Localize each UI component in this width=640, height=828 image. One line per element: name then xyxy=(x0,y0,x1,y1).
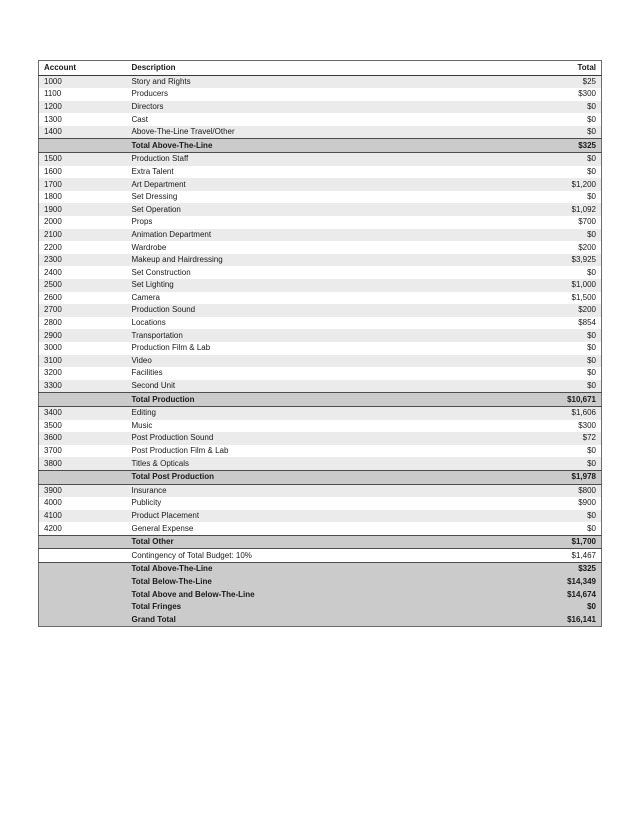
description-cell: Art Department xyxy=(131,179,186,189)
description-cell: Story and Rights xyxy=(131,76,191,86)
section-total-row xyxy=(39,535,602,549)
account-cell: 3900 xyxy=(44,485,62,495)
account-cell xyxy=(39,576,127,589)
table-row xyxy=(39,191,602,204)
total-cell: $25 xyxy=(582,76,596,86)
description-cell: Production Film & Lab xyxy=(131,343,211,353)
description-cell: Total Post Production xyxy=(131,472,215,482)
total-cell: $0 xyxy=(587,229,596,239)
description-cell: Second Unit xyxy=(131,381,176,391)
total-cell: $800 xyxy=(578,485,596,495)
contingency-row xyxy=(39,549,602,563)
account-cell xyxy=(39,613,127,626)
account-cell: 3700 xyxy=(44,446,62,456)
description-cell: Production Staff xyxy=(131,154,189,164)
account-cell xyxy=(39,601,127,614)
description-cell: Transportation xyxy=(131,330,183,340)
total-cell: $72 xyxy=(582,433,596,443)
total-cell: $16,141 xyxy=(567,614,596,624)
description-cell: Total Above-The-Line xyxy=(131,140,213,150)
table-row xyxy=(39,497,602,510)
budget-table-container xyxy=(38,60,602,627)
total-cell: $0 xyxy=(587,330,596,340)
account-cell: 3600 xyxy=(44,433,62,443)
account-cell: 2500 xyxy=(44,280,62,290)
table-row xyxy=(39,153,602,166)
description-cell: Locations xyxy=(131,318,166,328)
table-row xyxy=(39,241,602,254)
description-cell: Total Above-The-Line xyxy=(131,564,213,574)
account-cell xyxy=(39,588,127,601)
summary-total-row xyxy=(39,563,602,576)
total-cell: $700 xyxy=(578,217,596,227)
description-cell: Set Dressing xyxy=(131,192,178,202)
total-cell: $1,467 xyxy=(571,550,596,560)
total-cell: $1,978 xyxy=(571,472,596,482)
table-row xyxy=(39,88,602,101)
description-cell: Post Production Film & Lab xyxy=(131,446,229,456)
column-header-description: Description xyxy=(131,62,176,72)
account-cell: 2400 xyxy=(44,267,62,277)
summary-total-row xyxy=(39,613,602,626)
table-header-row xyxy=(39,61,602,76)
description-cell: Post Production Sound xyxy=(131,433,214,443)
account-cell: 1900 xyxy=(44,204,62,214)
account-cell: 1200 xyxy=(44,101,62,111)
total-cell: $0 xyxy=(587,523,596,533)
description-cell: Total Other xyxy=(131,537,174,547)
account-cell: 1000 xyxy=(44,76,62,86)
description-cell: Contingency of Total Budget: 10% xyxy=(131,550,252,560)
total-cell: $1,606 xyxy=(571,408,596,418)
total-cell: $325 xyxy=(578,140,596,150)
total-cell: $0 xyxy=(587,127,596,137)
table-row xyxy=(39,113,602,126)
total-cell: $0 xyxy=(587,355,596,365)
account-cell: 3200 xyxy=(44,368,62,378)
account-cell: 1700 xyxy=(44,179,62,189)
total-cell: $0 xyxy=(587,602,596,612)
total-cell: $854 xyxy=(578,318,596,328)
account-cell: 3500 xyxy=(44,420,62,430)
table-row xyxy=(39,266,602,279)
table-row xyxy=(39,203,602,216)
account-cell: 3300 xyxy=(44,381,62,391)
total-cell: $0 xyxy=(587,368,596,378)
total-cell: $0 xyxy=(587,114,596,124)
total-cell: $1,500 xyxy=(571,292,596,302)
account-cell: 1100 xyxy=(44,89,62,99)
description-cell: Above-The-Line Travel/Other xyxy=(131,127,235,137)
column-header-account: Account xyxy=(44,62,76,72)
description-cell: Props xyxy=(131,217,153,227)
total-cell: $0 xyxy=(587,458,596,468)
total-cell: $0 xyxy=(587,510,596,520)
table-row xyxy=(39,457,602,470)
table-row xyxy=(39,317,602,330)
account-cell: 2200 xyxy=(44,242,62,252)
description-cell: Camera xyxy=(131,292,160,302)
total-cell: $1,700 xyxy=(571,537,596,547)
summary-total-row xyxy=(39,576,602,589)
summary-total-row xyxy=(39,601,602,614)
account-cell: 3400 xyxy=(44,408,62,418)
account-cell xyxy=(39,470,127,484)
budget-table xyxy=(38,60,602,627)
description-cell: Total Fringes xyxy=(131,602,182,612)
total-cell: $0 xyxy=(587,101,596,111)
description-cell: Editing xyxy=(131,408,156,418)
section-total-row xyxy=(39,139,602,153)
description-cell: Titles & Opticals xyxy=(131,458,189,468)
total-cell: $300 xyxy=(578,89,596,99)
table-row xyxy=(39,420,602,433)
table-row xyxy=(39,254,602,267)
description-cell: Makeup and Hairdressing xyxy=(131,255,223,265)
total-cell: $200 xyxy=(578,242,596,252)
description-cell: Extra Talent xyxy=(131,166,174,176)
account-cell: 4000 xyxy=(44,498,62,508)
table-row xyxy=(39,292,602,305)
total-cell: $0 xyxy=(587,166,596,176)
column-header-total: Total xyxy=(577,62,596,72)
account-cell: 1300 xyxy=(44,114,62,124)
account-cell xyxy=(39,535,127,549)
description-cell: Wardrobe xyxy=(131,242,167,252)
total-cell: $0 xyxy=(587,192,596,202)
summary-total-row xyxy=(39,588,602,601)
table-row xyxy=(39,367,602,380)
description-cell: Insurance xyxy=(131,485,167,495)
budget-table-body xyxy=(39,75,602,627)
table-row xyxy=(39,406,602,419)
table-row xyxy=(39,445,602,458)
description-cell: Product Placement xyxy=(131,510,200,520)
table-row xyxy=(39,126,602,139)
total-cell: $325 xyxy=(578,564,596,574)
table-row xyxy=(39,329,602,342)
total-cell: $0 xyxy=(587,446,596,456)
description-cell: Directors xyxy=(131,101,164,111)
table-row xyxy=(39,279,602,292)
account-cell: 4200 xyxy=(44,523,62,533)
description-cell: Set Lighting xyxy=(131,280,174,290)
description-cell: Music xyxy=(131,420,153,430)
description-cell: Total Above and Below-The-Line xyxy=(131,589,255,599)
total-cell: $1,200 xyxy=(571,179,596,189)
table-row xyxy=(39,432,602,445)
total-cell: $3,925 xyxy=(571,255,596,265)
description-cell: Video xyxy=(131,355,152,365)
account-cell xyxy=(39,139,127,153)
table-row xyxy=(39,355,602,368)
table-row xyxy=(39,166,602,179)
account-cell: 2000 xyxy=(44,217,62,227)
table-row xyxy=(39,342,602,355)
total-cell: $200 xyxy=(578,305,596,315)
description-cell: Total Below-The-Line xyxy=(131,576,212,586)
total-cell: $0 xyxy=(587,343,596,353)
account-cell: 2100 xyxy=(44,229,62,239)
table-row xyxy=(39,229,602,242)
account-cell: 1800 xyxy=(44,192,62,202)
description-cell: Animation Department xyxy=(131,229,212,239)
account-cell: 1600 xyxy=(44,166,62,176)
table-row xyxy=(39,510,602,523)
account-cell: 1500 xyxy=(44,154,62,164)
account-cell: 3800 xyxy=(44,458,62,468)
table-row xyxy=(39,522,602,535)
description-cell: Publicity xyxy=(131,498,162,508)
total-cell: $1,000 xyxy=(571,280,596,290)
description-cell: Facilities xyxy=(131,368,163,378)
total-cell: $300 xyxy=(578,420,596,430)
account-cell: 2700 xyxy=(44,305,62,315)
account-cell: 2800 xyxy=(44,318,62,328)
account-cell: 1400 xyxy=(44,127,62,137)
description-cell: General Expense xyxy=(131,523,194,533)
account-cell: 2300 xyxy=(44,255,62,265)
account-cell: 4100 xyxy=(44,510,62,520)
total-cell: $14,674 xyxy=(567,589,596,599)
total-cell: $0 xyxy=(587,267,596,277)
account-cell: 3100 xyxy=(44,355,62,365)
account-cell: 3000 xyxy=(44,343,62,353)
description-cell: Set Construction xyxy=(131,267,191,277)
description-cell: Set Operation xyxy=(131,204,181,214)
total-cell: $14,349 xyxy=(567,576,596,586)
description-cell: Cast xyxy=(131,114,148,124)
total-cell: $1,092 xyxy=(571,204,596,214)
description-cell: Total Production xyxy=(131,394,195,404)
table-row xyxy=(39,101,602,114)
account-cell xyxy=(39,549,127,563)
total-cell: $0 xyxy=(587,154,596,164)
account-cell: 2900 xyxy=(44,330,62,340)
description-cell: Producers xyxy=(131,89,168,99)
account-cell: 2600 xyxy=(44,292,62,302)
account-cell xyxy=(39,393,127,407)
section-total-row xyxy=(39,393,602,407)
table-row xyxy=(39,380,602,393)
table-row xyxy=(39,178,602,191)
total-cell: $10,671 xyxy=(567,394,596,404)
total-cell: $0 xyxy=(587,381,596,391)
account-cell xyxy=(39,563,127,576)
table-row xyxy=(39,304,602,317)
table-row xyxy=(39,75,602,88)
table-row xyxy=(39,216,602,229)
section-total-row xyxy=(39,470,602,484)
total-cell: $900 xyxy=(578,498,596,508)
description-cell: Grand Total xyxy=(131,614,176,624)
description-cell: Production Sound xyxy=(131,305,196,315)
table-row xyxy=(39,484,602,497)
